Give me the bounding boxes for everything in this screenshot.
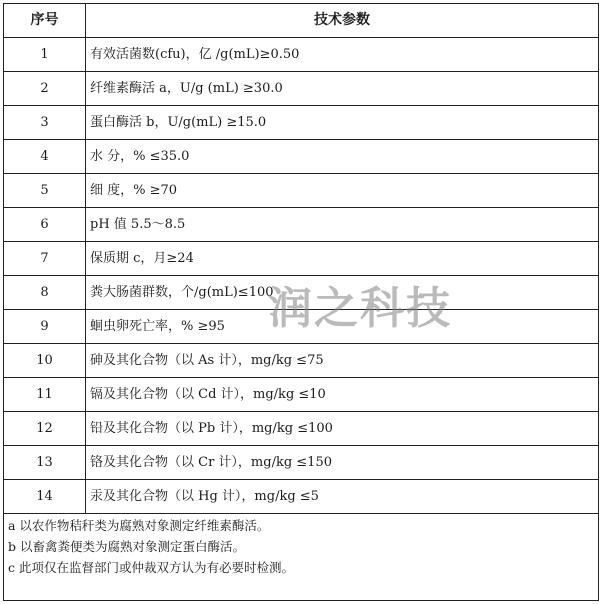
table-row [4, 140, 598, 174]
row-parameter: pH 值 5.5～8.5 [90, 217, 186, 232]
row-parameter: 蛔虫卵死亡率，% ≥95 [90, 319, 225, 334]
table-row [4, 344, 598, 378]
row-number: 3 [4, 106, 86, 139]
table-row [4, 208, 598, 242]
table-row [4, 412, 598, 446]
row-parameter: 镉及其化合物（以 Cd 计），mg/kg ≤10 [90, 387, 326, 402]
row-number: 12 [4, 412, 86, 445]
row-parameter: 水 分，% ≤35.0 [90, 149, 190, 164]
table-row [4, 378, 598, 412]
row-parameter: 铬及其化合物（以 Cr 计），mg/kg ≤150 [90, 455, 332, 470]
header-technical-parameters: 技术参数 [314, 12, 370, 28]
row-number: 5 [4, 174, 86, 207]
footnote-b: b 以畜禽粪便类为腐熟对象测定蛋白酶活。 [8, 539, 245, 554]
table-row [4, 72, 598, 106]
table-header [4, 4, 598, 38]
table-row [4, 446, 598, 480]
row-parameter: 砷及其化合物（以 As 计），mg/kg ≤75 [90, 353, 324, 368]
row-number: 2 [4, 72, 86, 105]
row-number: 13 [4, 446, 86, 479]
table-row [4, 38, 598, 72]
footnote-c: c 此项仅在监督部门或仲裁双方认为有必要时检测。 [8, 560, 294, 575]
table-row [4, 106, 598, 140]
row-number: 4 [4, 140, 86, 173]
row-number: 9 [4, 310, 86, 343]
row-parameter: 蛋白酶活 b，U/g(mL) ≥15.0 [90, 115, 267, 130]
row-parameter: 保质期 c，月≥24 [90, 251, 194, 266]
row-number: 14 [4, 480, 86, 513]
row-number: 11 [4, 378, 86, 411]
watermark: 润之科技 [268, 283, 452, 334]
footnotes [8, 515, 588, 578]
table-row [4, 174, 598, 208]
row-number: 7 [4, 242, 86, 275]
row-parameter: 粪大肠菌群数，个/g(mL)≤100 [90, 285, 274, 300]
row-parameter: 纤维素酶活 a，U/g (mL) ≥30.0 [90, 81, 283, 96]
row-number: 6 [4, 208, 86, 241]
table-row [4, 242, 598, 276]
row-number: 8 [4, 276, 86, 309]
row-parameter: 有效活菌数(cfu)，亿 /g(mL)≥0.50 [90, 47, 300, 62]
footnote-a: a 以农作物秸秆类为腐熟对象测定纤维素酶活。 [8, 518, 270, 533]
table-row [4, 480, 598, 514]
row-number: 10 [4, 344, 86, 377]
row-parameter: 汞及其化合物（以 Hg 计），mg/kg ≤5 [90, 489, 319, 504]
row-number: 1 [4, 38, 86, 71]
row-parameter: 细 度，% ≥70 [90, 183, 178, 198]
header-serial-number: 序号 [4, 4, 86, 37]
row-parameter: 铅及其化合物（以 Pb 计），mg/kg ≤100 [90, 421, 333, 436]
